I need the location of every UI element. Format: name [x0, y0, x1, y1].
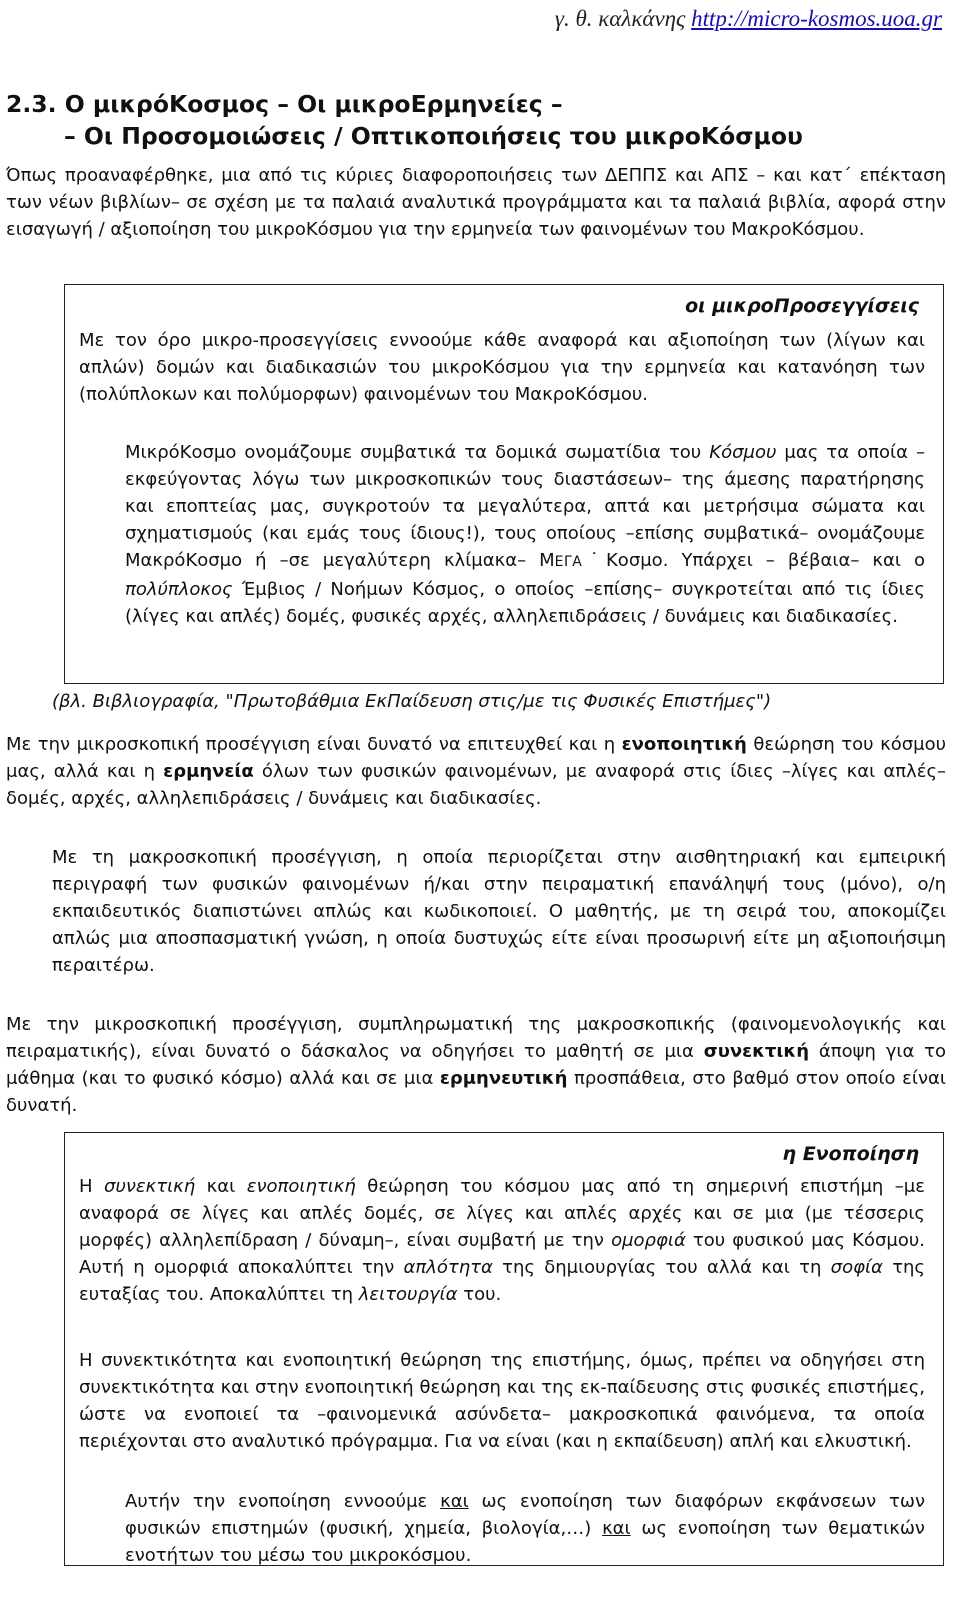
text-run-italic: λειτουργία	[358, 1284, 458, 1305]
text-run: του φυσικού μας Κόσμου. Αυτή η ομορφιά αποκαλύπτει την	[79, 1230, 926, 1278]
micro-approaches-title: οι μικροΠροσεγγίσεις	[685, 295, 919, 317]
page-header	[555, 6, 942, 32]
text-run: θεώρηση του κόσμου μας από τη σημερινή επιστήμη –με αναφορά σε λίγες και απλές δομές, σε λίγες και απλές αρχές και σε μια (με τέσσερις μορφές) αλληλεπίδραση / δύναμη–, είναι συμβατή με την	[79, 1176, 925, 1251]
unification-box	[64, 1132, 944, 1566]
text-run: της ευταξίας του. Αποκαλύπτει τη	[79, 1257, 926, 1305]
text-run: ως ενοποίηση των διαφόρων εκφάνσεων των φυσικών επιστημών (φυσική, χημεία, βιολογία,…)	[125, 1491, 926, 1539]
unification-paragraph-3	[125, 1488, 925, 1569]
section-title-line-2: – Οι Προσομοιώσεις / Οπτικοποιήσεις του μικροΚόσμου	[64, 122, 803, 150]
section-title	[6, 88, 803, 152]
unification-paragraph-2: Η συνεκτικότητα και ενοποιητική θεώρηση της επιστήμης, όμως, πρέπει να οδηγήσει στη συνεκτικότητα και στην ενοποιητική θεώρηση και της εκ-παίδευσης στις φυσικές επιστήμες, ώστε να ενοποιεί τα –φαινομενικά ασύνδετα– μακροσκοπικά φαινόμενα, τα οποία περιέχονται στο αναλυτικό πρόγραμμα. Για να είναι (και η εκπαίδευση) απλή και ελκυστική.	[79, 1350, 925, 1452]
bibliography-reference: (βλ. Βιβλιογραφία, "Πρωτοβάθμια ΕκΠαίδευση στις/με τις Φυσικές Επιστήμες")	[52, 691, 772, 712]
intro-paragraph: Όπως προαναφέρθηκε, μια από τις κύριες διαφοροποιήσεις των ΔΕΠΠΣ και ΑΠΣ – και κατ΄ επέκταση των νέων βιβλίων– σε σχέση με τα παλαιά αναλυτικά προγράμματα και τα παλαιά βιβλία, αφορά στην εισαγωγή / αξιοποίηση του μικροΚόσμου για την ερμηνεία των φαινομένων του ΜακροΚόσμου.	[6, 165, 946, 240]
text-run-italic: πολύπλοκος	[125, 579, 233, 600]
text-run-bold: ερμηνεία	[163, 761, 254, 782]
text-run-italic: Κόσμου	[709, 442, 777, 463]
text-run: ως ενοποίηση των θεματικών ενοτήτων του μέσω του μικροκόσμου.	[125, 1518, 925, 1566]
text-run-underlined: και	[602, 1518, 631, 1539]
header-url-link[interactable]: http://micro-kosmos.uoa.gr	[691, 6, 942, 31]
text-run: Έμβιος / Νοήμων Κόσμος, ο οποίος –επίσης– συγκροτείται από τις ίδιες (λίγες και απλές) δομές, φυσικές αρχές, αλληλεπιδράσεις / δυνάμεις και διαδικασίες.	[125, 579, 925, 627]
text-run: προσπάθεια, στο βαθμό στον οποίο είναι δυνατή.	[6, 1068, 946, 1116]
text-run-bold: ερμηνευτική	[439, 1068, 568, 1089]
text-run: Με την μικροσκοπική προσέγγιση, συμπληρωματική της μακροσκοπικής (φαινομενολογικής και πειραματικής), είναι δυνατό ο δάσκαλος να οδηγήσει το μαθητή σε μια	[6, 1014, 946, 1062]
micro-approaches-definition: Με τον όρο μικρο-προσεγγίσεις εννοούμε κάθε αναφορά και αξιοποίηση των (λίγων και απλών) δομών και διαδικασιών του μικροΚόσμου για την ερμηνεία και κατανόηση των (πολύπλοκων και πολύμορφων) φαινομένων του ΜακροΚόσμου.	[79, 330, 925, 405]
text-run: όλων των φυσικών φαινομένων, με αναφορά στις ίδιες –λίγες και απλές– δομές, αρχές, αλληλεπιδράσεις / δυνάμεις και διαδικασίες.	[6, 761, 947, 809]
text-run: της δημιουργίας του αλλά και τη	[492, 1257, 831, 1278]
text-run-italic: απλότητα	[403, 1257, 493, 1278]
text-run: και	[195, 1176, 247, 1197]
section-title-line-1: 2.3. Ο μικρόΚοσμος – Οι μικροΕρμηνείες –	[6, 90, 563, 118]
header-author: γ. θ. καλκάνης	[554, 6, 686, 31]
text-run: Αυτήν την ενοποίηση εννοούμε	[125, 1491, 441, 1512]
unification-paragraph-1	[79, 1173, 925, 1308]
text-run: ΜικρόΚοσμο ονομάζουμε συμβατικά τα δομικά σωματίδια του	[125, 442, 710, 463]
microscopic-approach-paragraph	[6, 731, 946, 812]
text-run-bold: ενοποιητική	[621, 734, 747, 755]
text-run: μας τα οποία –εκφεύγοντας λόγω των μικροσκοπικών τους διαστάσεων– της άμεσης παρατήρησης και εποπτείας μας, συγκροτούν τα μεγαλύτερα, απτά και μετρήσιμα σώματα και σχηματισμούς (και εμάς τους ίδιους!), τους οποίους –επίσης συμβατικά– ονομάζουμε ΜακρόΚοσμο ή –σε μεγαλύτερη κλίμακα– Μ	[125, 442, 925, 571]
text-run-italic: ενοποιητική	[246, 1176, 356, 1197]
text-run: Η	[79, 1176, 105, 1197]
macroscopic-approach-paragraph: Με τη μακροσκοπική προσέγγιση, η οποία περιορίζεται στην αισθητηριακή και εμπειρική περιγραφή των φυσικών φαινομένων ή/και στην πειραματική επανάληψή τους (μόνο), ο/η εκπαιδευτικός διαπιστώνει απλώς και κωδικοποιεί. Ο μαθητής, με τη σειρά του, αποκομίζει απλώς μια αποσπασματική γνώση, η οποία δυστυχώς είτε είναι προσωρινή είτε μη αξιοποιήσιμη περαιτέρω.	[52, 847, 946, 976]
unification-title: η Ενοποίηση	[782, 1143, 919, 1165]
text-run-underlined: και	[440, 1491, 469, 1512]
text-run-italic: ομορφιά	[611, 1230, 686, 1251]
text-run-italic: σοφία	[830, 1257, 883, 1278]
text-run: ˙Κοσμο. Υπάρχει – βέβαια– και ο	[582, 550, 925, 571]
text-run: άποψη για το μάθημα (και το φυσικό κόσμο) αλλά και σε μια	[6, 1041, 946, 1089]
text-run: θεώρηση του κόσμου μας, αλλά και η	[6, 734, 946, 782]
text-run: του.	[457, 1284, 502, 1305]
microcosm-paragraph	[125, 439, 925, 630]
micro-approaches-box	[64, 284, 944, 684]
text-run: Με την μικροσκοπική προσέγγιση είναι δυνατό να επιτευχθεί και η	[6, 734, 622, 755]
complementary-approach-paragraph	[6, 1011, 946, 1119]
text-run-bold: συνεκτική	[703, 1041, 810, 1062]
text-run-italic: συνεκτική	[104, 1176, 196, 1197]
text-run-small-caps: ΕΓΑ	[554, 554, 583, 570]
